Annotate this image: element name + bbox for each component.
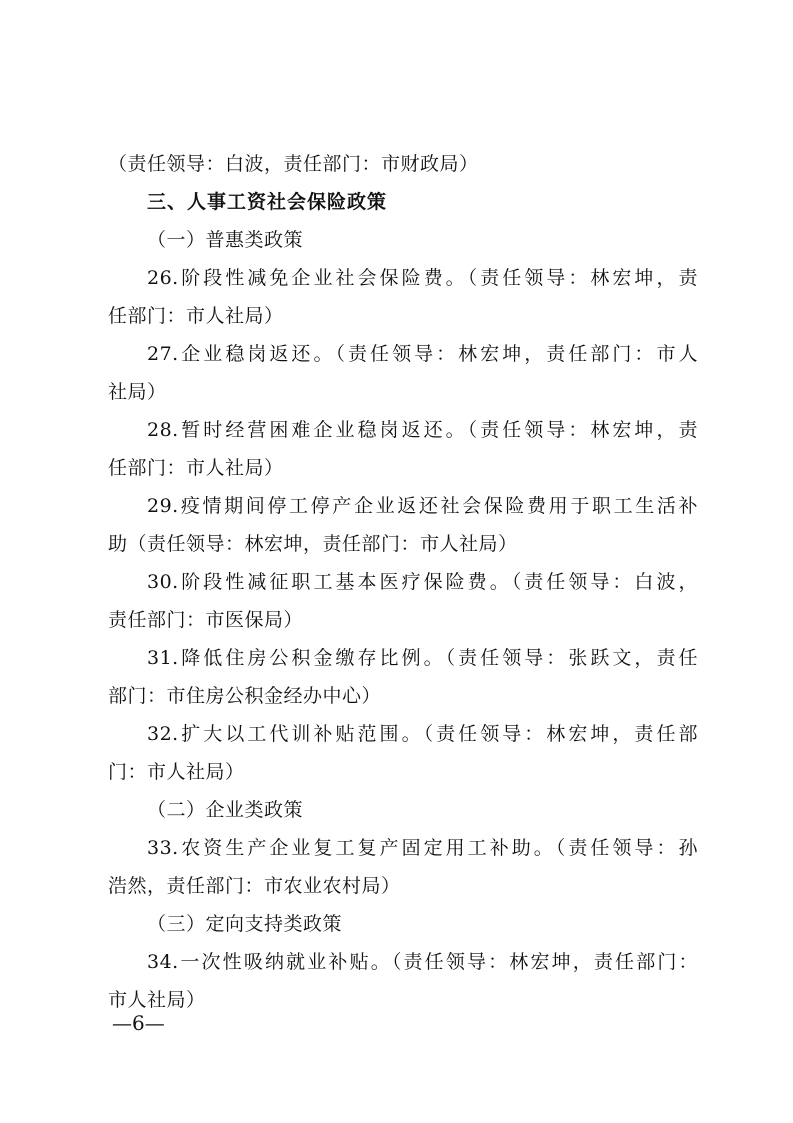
policy-item-34-cont: 市人社局） bbox=[108, 989, 206, 1011]
policy-item-29-cont: 助（责任领导：林宏坤，责任部门：市人社局） bbox=[108, 533, 518, 555]
policy-item-27-cont: 社局） bbox=[108, 381, 167, 403]
subsection-heading: （一）普惠类政策 bbox=[147, 229, 304, 251]
policy-item-32: 32.扩大以工代训补贴范围。（责任领导：林宏坤，责任部 bbox=[147, 723, 698, 745]
subsection-heading: （三）定向支持类政策 bbox=[147, 913, 343, 935]
policy-item-30: 30.阶段性减征职工基本医疗保险费。（责任领导：白波， bbox=[147, 571, 698, 593]
text-line-responsibility: （责任领导：白波，责任部门：市财政局） bbox=[108, 153, 479, 175]
policy-item-28-cont: 任部门：市人社局） bbox=[108, 457, 284, 479]
policy-item-31: 31.降低住房公积金缴存比例。（责任领导：张跃文，责任 bbox=[147, 647, 698, 669]
policy-item-32-cont: 门：市人社局） bbox=[108, 761, 245, 783]
subsection-heading: （二）企业类政策 bbox=[147, 799, 304, 821]
policy-item-33: 33.农资生产企业复工复产固定用工补助。（责任领导：孙 bbox=[147, 837, 698, 859]
policy-item-30-cont: 责任部门：市医保局） bbox=[108, 609, 304, 631]
policy-item-26-cont: 任部门：市人社局） bbox=[108, 305, 284, 327]
policy-item-28: 28.暂时经营困难企业稳岗返还。（责任领导：林宏坤，责 bbox=[147, 419, 698, 441]
page-number: —6— bbox=[112, 1011, 165, 1035]
policy-item-34: 34.一次性吸纳就业补贴。（责任领导：林宏坤，责任部门： bbox=[147, 951, 698, 973]
policy-item-31-cont: 部门：市住房公积金经办中心） bbox=[108, 685, 382, 707]
policy-item-27: 27.企业稳岗返还。（责任领导：林宏坤，责任部门：市人 bbox=[147, 343, 698, 365]
section-heading: 三、人事工资社会保险政策 bbox=[147, 191, 388, 213]
policy-item-26: 26.阶段性减免企业社会保险费。（责任领导：林宏坤，责 bbox=[147, 267, 698, 289]
policy-item-29: 29.疫情期间停工停产企业返还社会保险费用于职工生活补 bbox=[147, 495, 698, 517]
policy-item-33-cont: 浩然，责任部门：市农业农村局） bbox=[108, 875, 401, 897]
